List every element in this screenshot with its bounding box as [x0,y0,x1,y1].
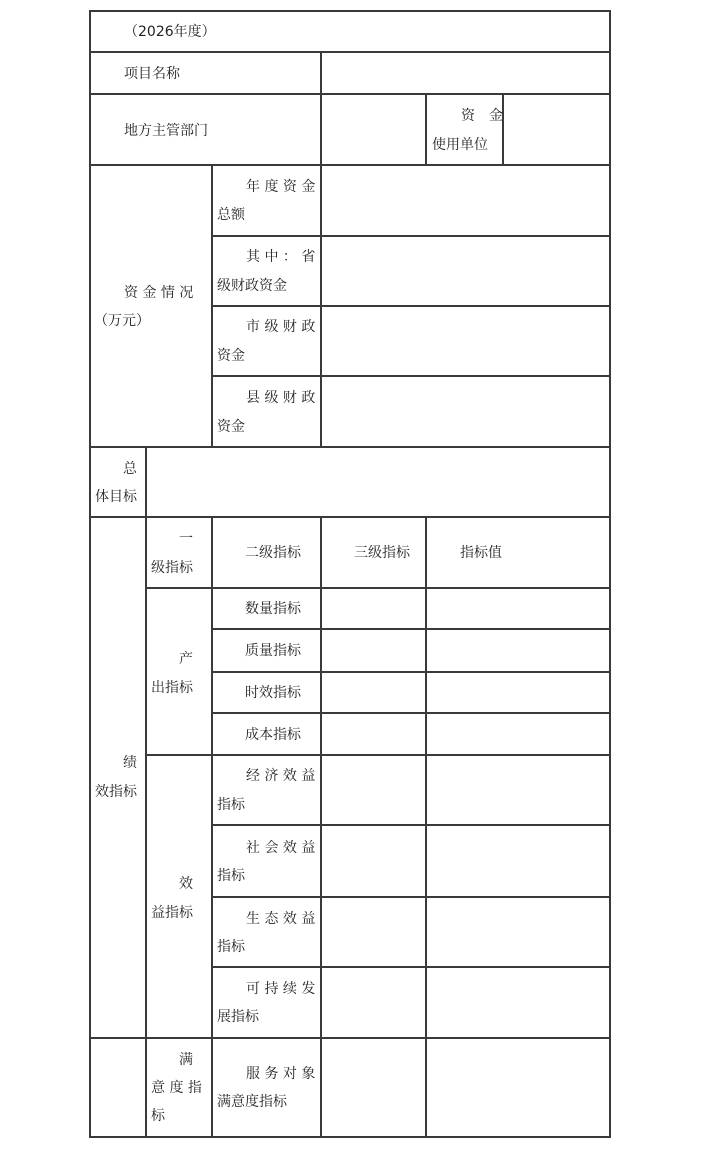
funding-header-line1: 资 金 情 况 [124,285,194,301]
overall-goal-label-line1: 总 [123,461,137,477]
benefit-ecological-line2: 指标 [217,939,245,955]
col-line [211,164,213,448]
level3-field[interactable] [322,898,425,966]
benefit-label-line1: 效 [179,876,193,892]
col-value-header: 指标值 [460,545,502,561]
funding-provincial-line2: 级财政资金 [217,278,287,294]
satisfaction-label-line3: 标 [151,1108,165,1124]
benefit-economic-line2: 指标 [217,797,245,813]
value-field[interactable] [427,898,609,966]
project-name-label: 项目名称 [124,66,180,82]
level3-field[interactable] [322,826,425,896]
output-item-timeliness: 时效指标 [245,685,301,701]
fund-unit-label-line1: 资 金 [461,108,503,124]
benefit-ecological-line1: 生 态 效 益 [246,911,316,927]
level3-field[interactable] [322,673,425,712]
output-item-quality: 质量指标 [245,643,301,659]
funding-annual-total-field[interactable] [322,166,609,235]
output-item-quantity: 数量指标 [245,601,301,617]
satisfaction-label-line2: 意 度 指 [151,1080,202,1096]
performance-header-line2: 效指标 [95,784,137,800]
funding-county-field[interactable] [322,377,609,446]
funding-municipal-line1: 市 级 财 政 [246,319,316,335]
funding-county-line2: 资金 [217,419,245,435]
table-border-bottom [89,1136,611,1138]
output-label-line1: 产 [179,651,193,667]
funding-annual-total-line1: 年 度 资 金 [246,179,316,195]
performance-header-line1: 绩 [123,755,137,771]
value-field[interactable] [427,714,609,754]
overall-goal-field[interactable] [147,448,609,516]
department-label: 地方主管部门 [124,123,208,139]
level3-field[interactable] [322,589,425,628]
funding-municipal-line2: 资金 [217,348,245,364]
col-line [425,93,427,166]
year-label: （2026年度） [124,24,216,40]
level3-field[interactable] [322,968,425,1037]
benefit-social-line1: 社 会 效 益 [246,840,316,856]
value-field[interactable] [427,826,609,896]
benefit-label-line2: 益指标 [151,905,193,921]
benefit-social-line2: 指标 [217,868,245,884]
satisfaction-label-line1: 满 [179,1052,193,1068]
value-field[interactable] [427,589,609,628]
funding-municipal-field[interactable] [322,307,609,375]
overall-goal-label-line2: 体目标 [95,489,137,505]
value-field[interactable] [427,756,609,824]
value-field[interactable] [427,673,609,712]
level3-field[interactable] [322,714,425,754]
output-item-cost: 成本指标 [245,727,301,743]
benefit-economic-line1: 经 济 效 益 [246,768,316,784]
satisfaction-item-line1: 服 务 对 象 [246,1066,316,1082]
funding-provincial-line1: 其 中 ： 省 [246,249,316,265]
col-line [211,516,213,1138]
fund-unit-field[interactable] [504,95,609,164]
funding-header-line2: （万元） [94,313,150,329]
value-field[interactable] [427,968,609,1037]
benefit-sustainable-line1: 可 持 续 发 [246,981,316,997]
output-label-line2: 出指标 [151,680,193,696]
level3-field[interactable] [322,756,425,824]
project-name-field[interactable] [322,53,609,93]
table-border-left [89,10,91,1138]
level3-field[interactable] [322,630,425,671]
table-border-right [609,10,611,1138]
col-level3-header: 三级指标 [354,545,410,561]
department-field[interactable] [322,95,425,164]
table-border-top [89,10,611,12]
level3-field[interactable] [322,1039,425,1136]
col-level2-header: 二级指标 [245,545,301,561]
funding-provincial-field[interactable] [322,237,609,305]
satisfaction-item-line2: 满意度指标 [217,1094,287,1110]
funding-annual-total-line2: 总额 [217,207,245,223]
funding-county-line1: 县 级 财 政 [246,390,316,406]
fund-unit-label-line2: 使用单位 [432,137,488,153]
col-line [145,446,147,1138]
col-level1-line1: 一 [179,531,193,547]
value-field[interactable] [427,630,609,671]
col-level1-line2: 级指标 [151,560,193,576]
row-line [89,516,611,518]
benefit-sustainable-line2: 展指标 [217,1009,259,1025]
value-field[interactable] [427,1039,609,1136]
